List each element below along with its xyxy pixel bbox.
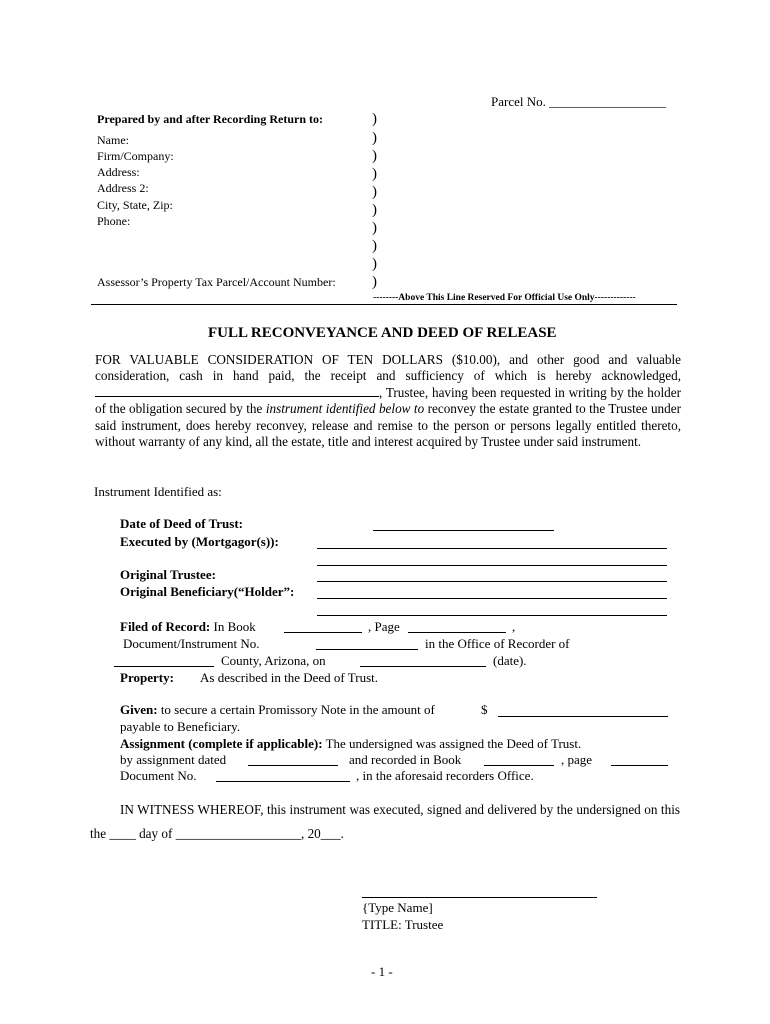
date-of-deed-line xyxy=(373,530,554,531)
page2-label: , page xyxy=(561,752,593,767)
date-paren-label: (date). xyxy=(493,653,527,668)
original-beneficiary-line xyxy=(317,598,667,599)
assignment-date-line xyxy=(248,765,338,766)
original-beneficiary-line-2 xyxy=(317,615,667,616)
amount-line xyxy=(498,716,668,717)
reserved-official-use-line: --------Above This Line Reserved For Official Use Only------------- xyxy=(373,293,636,303)
trustee-title-label: TITLE: Trustee xyxy=(362,917,444,932)
paren-divider: ) xyxy=(372,220,377,236)
executed-by-label: Executed by (Mortgagor(s)): xyxy=(120,534,279,549)
given-label: Given: xyxy=(120,702,158,717)
given-text: to secure a certain Promissory Note in the amount of xyxy=(157,702,435,717)
type-name-label: {Type Name] xyxy=(362,900,433,915)
witness-paragraph xyxy=(90,798,680,846)
assignment-page-line xyxy=(611,765,668,766)
original-trustee-label: Original Trustee: xyxy=(120,567,216,582)
payable-text: payable to Beneficiary. xyxy=(120,719,241,734)
address-field-label: Address: xyxy=(97,165,140,179)
paren-divider: ) xyxy=(372,274,377,290)
assignment-text: The undersigned was assigned the Deed of Trust. xyxy=(322,736,582,751)
document-instrument-line xyxy=(316,649,418,650)
paragraph-start: FOR VALUABLE CONSIDERATION OF TEN DOLLARS ($10.00), and other good and valuable consideration, cash in hand paid, the receipt and sufficiency of which is hereby acknowledged, xyxy=(95,352,681,384)
name-field-label: Name: xyxy=(97,133,129,147)
city-state-zip-field-label: City, State, Zip: xyxy=(97,198,173,212)
paren-divider: ) xyxy=(372,256,377,272)
paren-divider: ) xyxy=(372,202,377,218)
assignment-label: Assignment (complete if applicable): xyxy=(120,736,323,751)
header-separator-line xyxy=(91,304,677,305)
county-label: County, Arizona, on xyxy=(221,653,326,668)
address2-field-label: Address 2: xyxy=(97,181,149,195)
assignment-row xyxy=(120,737,581,750)
paren-divider: ) xyxy=(372,166,377,182)
property-label: Property: xyxy=(120,670,174,685)
recorded-in-book-label: and recorded in Book xyxy=(349,752,462,767)
prepared-by-heading: Prepared by and after Recording Return to: xyxy=(97,112,323,126)
date-line xyxy=(360,666,486,667)
filed-of-record-row xyxy=(120,620,256,633)
document-no-label: Document No. xyxy=(120,768,197,783)
paren-divider: ) xyxy=(372,184,377,200)
document-title: FULL RECONVEYANCE AND DEED OF RELEASE xyxy=(208,325,557,341)
aforesaid-text: , in the aforesaid recorders Office. xyxy=(356,768,534,783)
book-line xyxy=(284,632,362,633)
in-book-label: In Book xyxy=(210,619,256,634)
paragraph-trustee: , Trustee, having been requested in writing by the holder of the obligation secured by the xyxy=(95,384,681,417)
dollar-sign: $ xyxy=(481,702,488,717)
witness-text: IN WITNESS WHEREOF, this instrument was executed, signed and delivered by the undersigned on this the ____ day of ___________________, 20___. xyxy=(90,802,680,841)
paren-divider: ) xyxy=(372,238,377,254)
page-number: - 1 - xyxy=(371,964,393,979)
executed-by-line-2 xyxy=(317,565,667,566)
given-row xyxy=(120,703,435,716)
parcel-number-label: Parcel No. __________________ xyxy=(491,94,667,109)
firm-field-label: Firm/Company: xyxy=(97,149,174,163)
trustee-name-blank xyxy=(95,386,379,397)
date-of-deed-label: Date of Deed of Trust: xyxy=(120,516,243,531)
executed-by-line xyxy=(317,548,667,549)
assignment-book-line xyxy=(484,765,554,766)
page-line xyxy=(408,632,506,633)
by-assignment-label: by assignment dated xyxy=(120,752,227,767)
paren-divider: ) xyxy=(372,111,377,127)
recorder-office-label: in the Office of Recorder of xyxy=(425,636,570,651)
page-label: , Page xyxy=(368,619,400,634)
comma-text: , xyxy=(512,619,516,634)
signature-line xyxy=(362,897,597,898)
paragraph-italic: instrument identified below to xyxy=(265,401,425,417)
assessor-parcel-label: Assessor’s Property Tax Parcel/Account Number: xyxy=(97,275,336,289)
original-trustee-line xyxy=(317,581,667,582)
original-beneficiary-label: Original Beneficiary(“Holder”: xyxy=(120,584,295,599)
consideration-paragraph xyxy=(95,352,681,450)
filed-of-record-label: Filed of Record: xyxy=(120,619,211,634)
document-instrument-label: Document/Instrument No. xyxy=(123,636,260,651)
paren-divider: ) xyxy=(372,130,377,146)
county-line xyxy=(114,666,214,667)
instrument-identified-label: Instrument Identified as: xyxy=(94,484,222,499)
paragraph-end: reconvey the estate granted to the Trustee under said instrument, does hereby reconvey, release and remise to the person or persons legally entitled thereto, without warranty of any kind, all the estate, title and interest acquired by Trustee under said instrument. xyxy=(95,401,681,450)
paren-divider: ) xyxy=(372,148,377,164)
phone-field-label: Phone: xyxy=(97,214,131,228)
document-no-line xyxy=(216,781,350,782)
property-value: As described in the Deed of Trust. xyxy=(200,670,379,685)
